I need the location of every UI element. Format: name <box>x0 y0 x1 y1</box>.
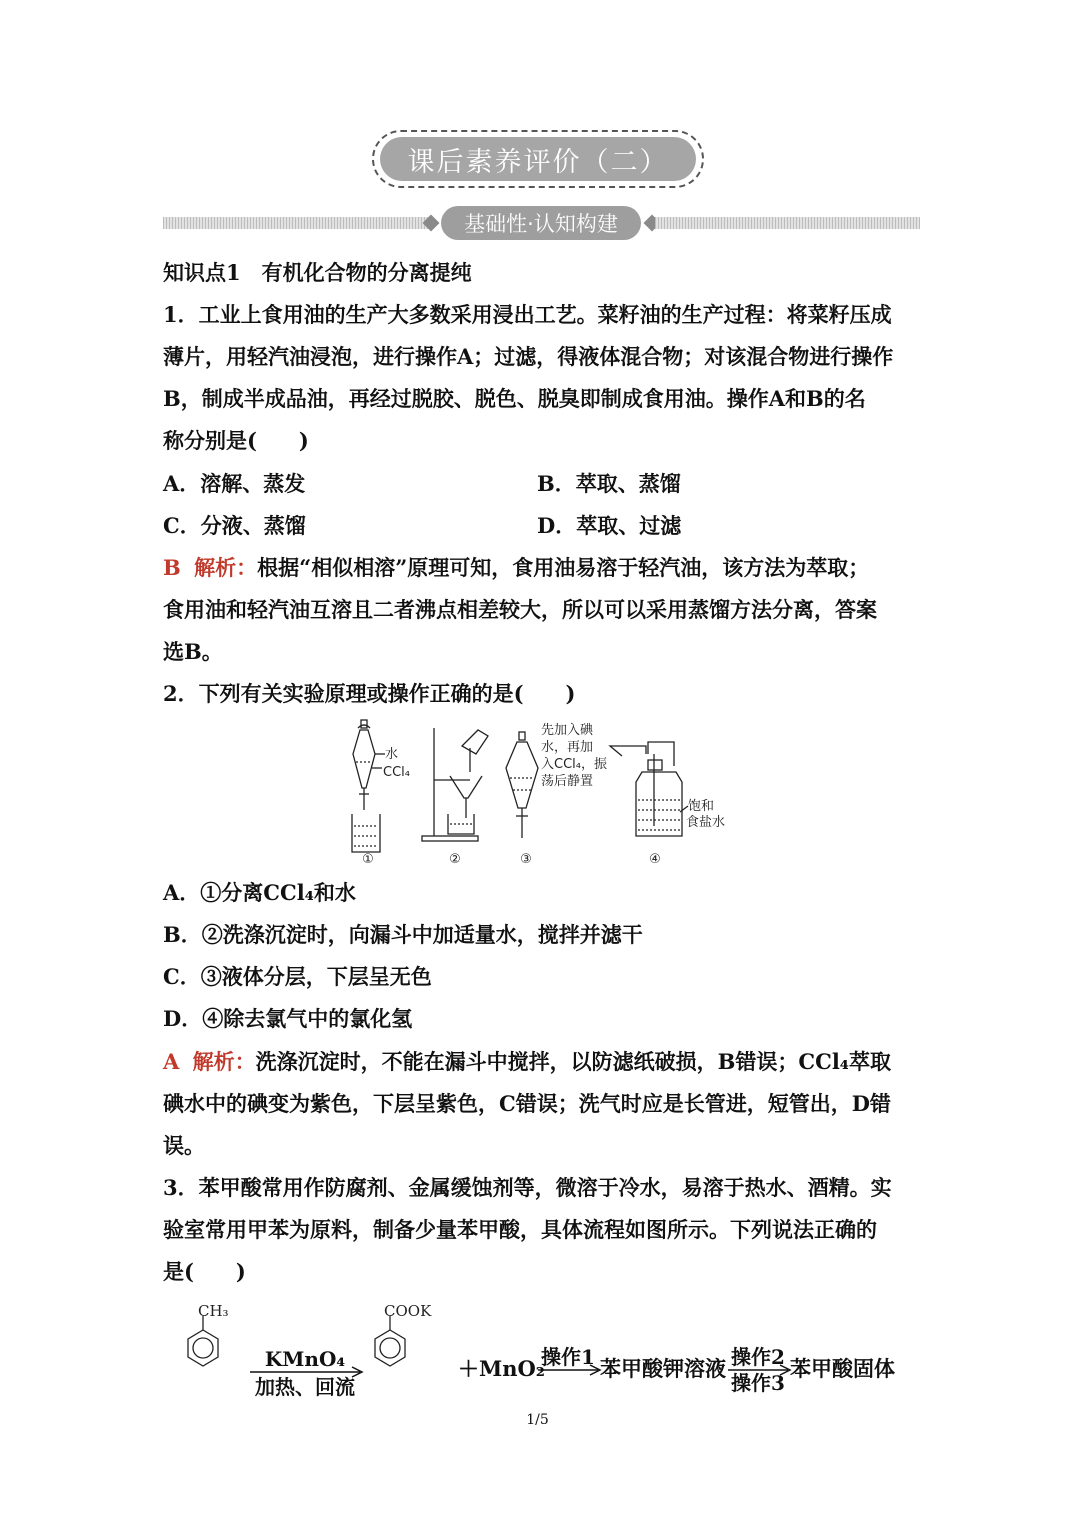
q2-option-d: D．④除去氯气中的氯化氢 <box>163 1006 413 1031</box>
q1-option-b: B．萃取、蒸馏 <box>537 471 681 496</box>
toluene-structure <box>188 1316 218 1366</box>
benzoate-group: COOK <box>384 1302 432 1320</box>
q2-option-c: C．③液体分层，下层呈无色 <box>163 964 432 989</box>
fig3-separatory-funnel <box>506 732 538 838</box>
q1-stem-line: 称分别是( ) <box>163 428 309 453</box>
op2-label: 操作2 <box>731 1345 785 1369</box>
fig3-note: 先加入碘 <box>541 723 594 738</box>
fig2-number: ② <box>449 852 461 867</box>
q2-analysis-line <box>163 1041 891 1083</box>
q2-analysis-text: 碘水中的碘变为紫色，下层呈紫色，C错误；洗气时应是长管进，短管出，D错 <box>163 1091 891 1116</box>
fig4-label: 食盐水 <box>686 815 726 830</box>
fig3-number: ③ <box>520 852 532 867</box>
page-title: 课后素养评价（二） <box>380 137 696 181</box>
q2-apparatus-figure <box>330 718 750 874</box>
fig1-label-water: 水 <box>385 747 399 762</box>
q2-option-b: B．②洗涤沉淀时，向漏斗中加适量水，搅拌并滤干 <box>163 922 643 947</box>
q3-reaction-scheme <box>170 1296 930 1406</box>
q2-analysis-text: 误。 <box>163 1133 205 1158</box>
q1-answer: B <box>163 555 181 580</box>
q1-option-d: D．萃取、过滤 <box>537 513 682 538</box>
section-band-label: 基础性·认知构建 <box>441 206 641 240</box>
q1-analysis-line <box>163 547 869 589</box>
q1-stem-line: 薄片，用轻汽油浸泡，进行操作A；过滤，得液体混合物；对该混合物进行操作 <box>163 344 894 369</box>
band-bar-right <box>655 217 920 229</box>
fig1-label-ccl4: CCl₄ <box>383 765 410 780</box>
q1-stem-line: 1．工业上食用油的生产大多数采用浸出工艺。菜籽油的生产过程：将菜籽压成 <box>163 302 892 327</box>
fig4-number: ④ <box>649 852 661 867</box>
q3-stem-line: 验室常用甲苯为原料，制备少量苯甲酸，具体流程如图所示。下列说法正确的 <box>163 1217 877 1242</box>
fig3-note: 入CCl₄，振 <box>541 757 607 772</box>
byproduct: ＋MnO₂ <box>458 1356 546 1381</box>
q1-option-c: C．分液、蒸馏 <box>163 513 306 538</box>
q2-answer: A <box>163 1049 180 1074</box>
knowledge-point-heading: 知识点1 有机化合物的分离提纯 <box>163 260 472 285</box>
q1-stem-line: B，制成半成品油，再经过脱胶、脱色、脱臭即制成食用油。操作A和B的名 <box>163 386 866 411</box>
q3-stem-line: 是( ) <box>163 1259 246 1284</box>
q2-option-a: A．①分离CCl₄和水 <box>163 880 356 905</box>
page-number: 1/5 <box>526 1412 549 1428</box>
q1-analysis-text: 选B。 <box>163 639 223 664</box>
potassium-benzoate-structure <box>375 1316 405 1366</box>
fig3-note: 荡后静置 <box>541 774 594 789</box>
condition-label: 加热、回流 <box>255 1375 355 1399</box>
fig4-gas-washing-bottle <box>610 742 688 836</box>
fig2-filtration-stand <box>422 728 488 841</box>
q1-analysis-text: 食用油和轻汽油互溶且二者沸点相差较大，所以可以采用蒸馏方法分离，答案 <box>163 597 877 622</box>
fig1-separatory-funnel <box>352 720 385 852</box>
band-bar-left <box>163 217 428 229</box>
title-frame <box>372 130 704 188</box>
op3-label: 操作3 <box>731 1371 785 1395</box>
q2-analysis-text: 洗涤沉淀时，不能在漏斗中搅拌，以防滤纸破损，B错误；CCl₄萃取 <box>255 1049 892 1074</box>
fig3-note: 水，再加 <box>541 740 594 755</box>
q2-stem: 2．下列有关实验原理或操作正确的是( ) <box>163 681 576 706</box>
q2-analysis-label: 解析： <box>192 1049 256 1074</box>
final-product: 苯甲酸固体 <box>790 1356 895 1381</box>
q1-option-a: A．溶解、蒸发 <box>163 471 306 496</box>
q3-stem-line: 3．苯甲酸常用作防腐剂、金属缓蚀剂等，微溶于冷水，易溶于热水、酒精。实 <box>163 1175 892 1200</box>
intermediate: 苯甲酸钾溶液 <box>600 1356 726 1381</box>
reagent-label: KMnO₄ <box>264 1347 346 1371</box>
fig4-label: 饱和 <box>688 799 715 814</box>
fig1-number: ① <box>362 852 374 867</box>
q1-analysis-text: 根据“相似相溶”原理可知，食用油易溶于轻汽油，该方法为萃取； <box>257 555 870 580</box>
op1-label: 操作1 <box>541 1345 595 1369</box>
q1-analysis-label: 解析： <box>194 555 258 580</box>
section-band <box>163 212 920 236</box>
toluene-group: CH₃ <box>198 1302 229 1320</box>
